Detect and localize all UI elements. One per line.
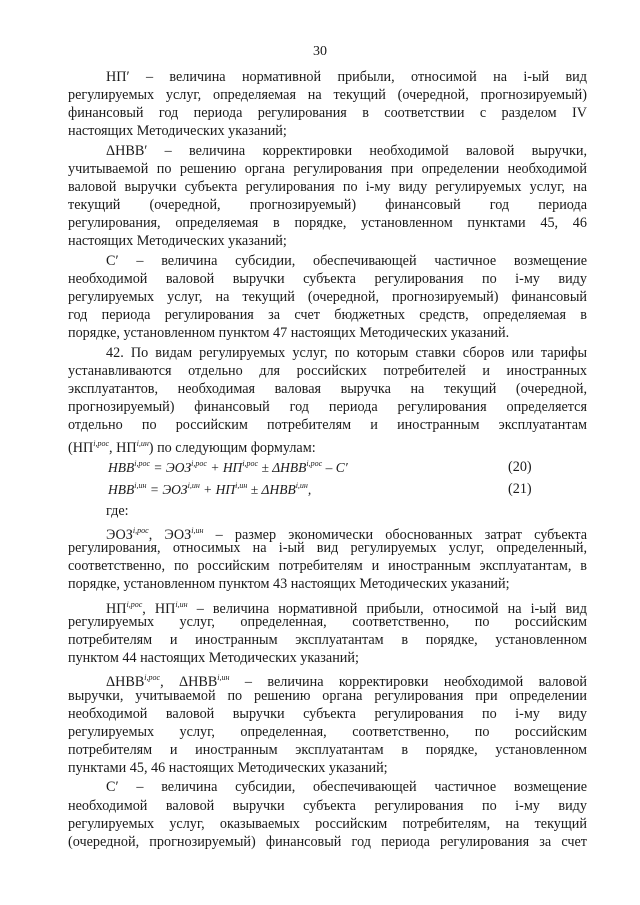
equation-number: (21) [508, 481, 532, 497]
text-line: регулируемых услуг, оказываемых российским потребителям, на текущий [68, 816, 587, 832]
text-line: $НП^{i,рос}$, $НП^{i,ин}$ – величина нормативной прибыли, относимой на i-ый вид [106, 600, 587, 617]
text-line: текущий (очередной, прогнозируемый) финансовый год периода [68, 197, 587, 213]
text-line: пунктом 44 настоящих Методических указаний; [68, 650, 359, 666]
formula: $НВВ^{i,ин} = ЭОЗ^{i,ин} + НП^{i,ин} \pm \Delta НВВ^{i,ин}$, [108, 481, 312, 497]
text-line: выручки, учитываемой по решению органа регулирования при определении [68, 688, 587, 704]
text-line: необходимой валовой выручки субъекта регулирования по i-му виду [68, 798, 587, 814]
text-line: ΔНВВ′ – величина корректировки необходимой валовой выручки, [106, 143, 587, 159]
text-line: регулируемых услуг, определенная, соответственно, по российским [68, 614, 587, 630]
text-line: $ЭОЗ^{i,рос}$, $ЭОЗ^{i,ин}$ – размер экономически обоснованных затрат субъекта [106, 526, 587, 543]
text-line: учитываемой по решению органа регулирования при определении необходимой [68, 161, 587, 177]
text-line: пунктами 45, 46 настоящих Методических указаний; [68, 760, 388, 776]
text-line: ($НП^{i,рос}$, $НП^{i,ин}$) по следующим формулам: [68, 439, 316, 456]
text-line: порядке, установленном пунктом 47 настоящих Методических указаний. [68, 325, 510, 341]
page-number: 30 [313, 44, 327, 59]
text-line: потребителям и иностранным эксплуатантам в порядке, установленном [68, 632, 587, 648]
text-line: $\Delta НВВ^{i,рос}$, $\Delta НВВ^{i,ин}$ – величина корректировки необходимой валовой [106, 673, 588, 690]
text-line: где: [106, 503, 129, 519]
text-line: настоящих Методических указаний; [68, 233, 287, 249]
text-line: порядке, установленном пунктом 43 настоящих Методических указаний; [68, 576, 510, 592]
formula: $НВВ^{i,рос} = ЭОЗ^{i,рос} + НП^{i,рос} \pm \Delta НВВ^{i,рос} - C'$ [108, 459, 348, 475]
text-line: потребителям и иностранным эксплуатантам в порядке, установленном [68, 742, 587, 758]
text-line: регулирования, определяемая в порядке, установленном пунктами 45, 46 [68, 215, 587, 231]
text-line: регулируемых услуг, на текущий (очередной, прогнозируемый) финансовый [68, 289, 587, 305]
text-line: (очередной, прогнозируемый) финансовый год периода регулирования за счет [68, 834, 587, 850]
text-line: необходимой валовой выручки субъекта регулирования по i-му виду [68, 271, 587, 287]
text-line: валовой выручки субъекта регулирования по i-му виду регулируемых услуг, на [68, 179, 587, 195]
text-line: год периода регулирования за счет бюджетных средств, определяемая в [68, 307, 587, 323]
text-line: регулируемых услуг, определенная, соответственно, по российским [68, 724, 587, 740]
text-line: НП′ – величина нормативной прибыли, относимой на i-ый вид [106, 69, 587, 85]
text-line: необходимой валовой выручки субъекта регулирования по i-му виду [68, 706, 587, 722]
text-line: 42. По видам регулируемых услуг, по которым ставки сборов или тарифы [106, 345, 587, 361]
text-line: устанавливаются отдельно для российских потребителей и иностранных [68, 363, 587, 379]
text-line: C′ – величина субсидии, обеспечивающей частичное возмещение [106, 779, 587, 795]
text-line: регулирования, относимых на i-ый вид регулируемых услуг, определенный, [68, 540, 587, 556]
text-line: прогнозируемый) финансовый год периода регулирования определяется [68, 399, 587, 415]
equation-number: (20) [508, 459, 532, 475]
text-line: регулируемых услуг, определяемая на текущий (очередной, прогнозируемый) [68, 87, 587, 103]
text-line: настоящих Методических указаний; [68, 123, 287, 139]
text-line: эксплуатантов, необходимая валовая выручка на текущий (очередной, [68, 381, 587, 397]
text-line: отдельно по российским потребителям и иностранным эксплуатантам [68, 417, 587, 433]
text-line: финансовый год периода регулирования в соответствии с разделом IV [68, 105, 587, 121]
text-line: C′ – величина субсидии, обеспечивающей частичное возмещение [106, 253, 587, 269]
text-line: соответственно, по российским потребителям и иностранным эксплуатантам, в [68, 558, 587, 574]
